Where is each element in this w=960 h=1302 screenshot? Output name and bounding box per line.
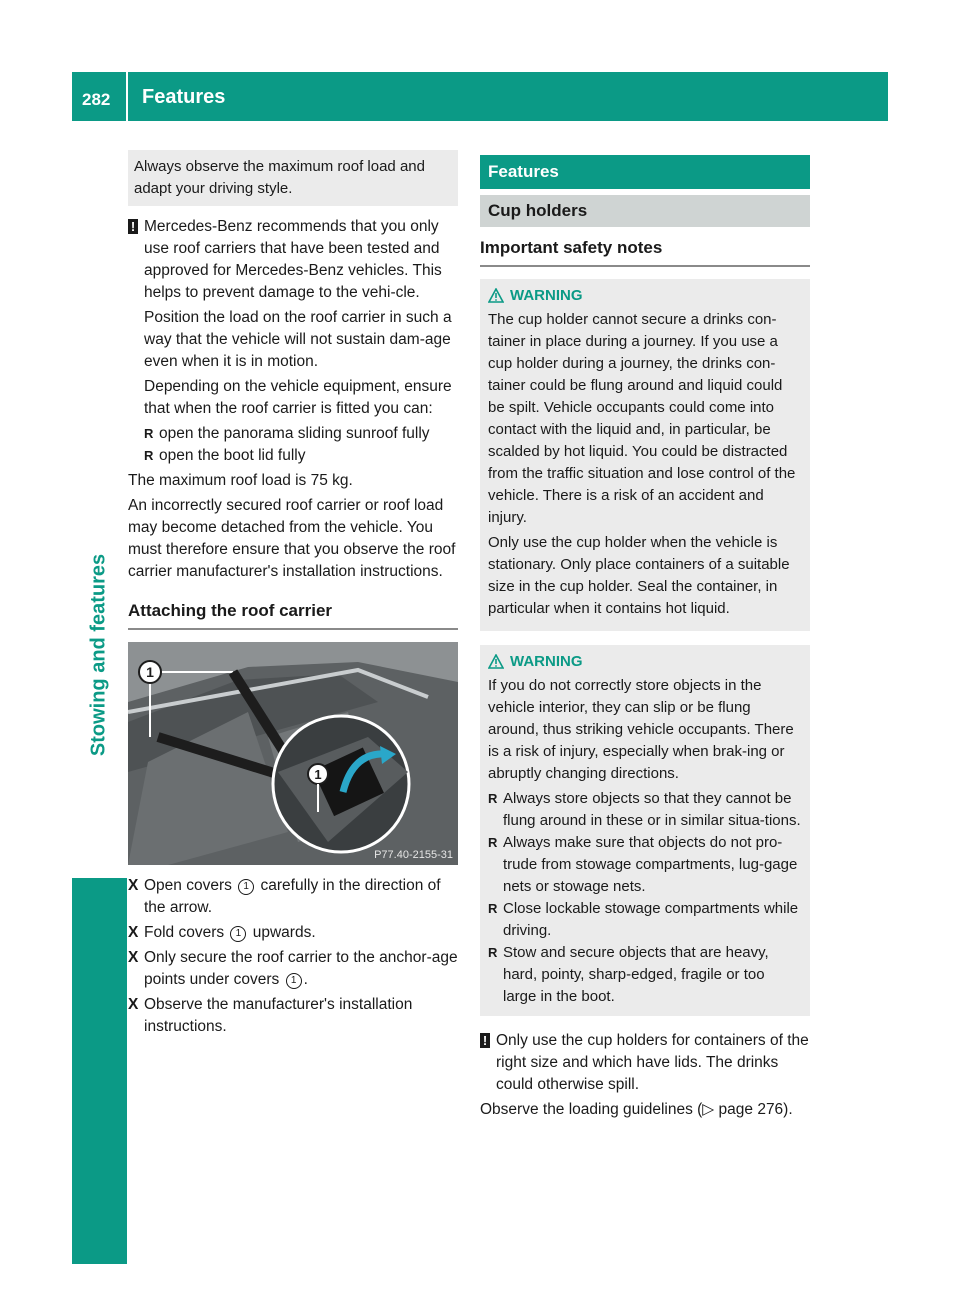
side-tab (72, 135, 127, 1255)
instruction-step: X Open covers 1 carefully in the direction of the arrow. (128, 877, 441, 916)
warning-label: WARNING (510, 287, 583, 304)
warning-text: Only use the cup holder when the vehicle is stationary. Only place containers of a suitable size in the cup holder. Seal the container, in particular when it contains hot liquid. (488, 534, 790, 617)
step-marker-icon: X (128, 877, 139, 894)
bullet-icon: R (488, 945, 498, 960)
warning-triangle-icon (488, 654, 504, 669)
callout-ref: 1 (230, 926, 246, 942)
paragraph: Observe the loading guidelines (▷ page 276). (480, 1101, 793, 1118)
note-paragraph: Only use the cup holders for containers of the right size and which have lids. The drinks could otherwise spill. (496, 1032, 809, 1093)
list-item: R open the panorama sliding sunroof fully (144, 423, 458, 445)
note-paragraph: Mercedes-Benz recommends that you only use roof carriers that have been tested and approved for Mercedes-Benz vehicles. This helps to prevent damage to the vehi-cle. (144, 218, 442, 301)
note-paragraph: Depending on the vehicle equipment, ensure that when the roof carrier is fitted you can: (144, 378, 452, 417)
note-block (480, 1030, 810, 1096)
instruction-step: X Fold covers 1 upwards. (128, 922, 458, 944)
exclamation-icon: ! (480, 1033, 490, 1048)
note-block (128, 216, 458, 467)
callout-ref: 1 (286, 973, 302, 989)
callout-label: 1 (146, 664, 154, 680)
list-item: R Always make sure that objects do not pro-trude from stowage compartments, lug-gage nets or stowage nets. (488, 834, 798, 895)
bullet-icon: R (144, 426, 154, 441)
step-marker-icon: X (128, 924, 139, 941)
warning-box (480, 279, 810, 631)
step-marker-icon: X (128, 949, 139, 966)
paragraph: An incorrectly secured roof carrier or roof load may become detached from the vehicle. You must therefore ensure that you observe the roof carrier manufacturer's installation instructions. (128, 497, 456, 580)
section-heading: Important safety notes (480, 235, 810, 267)
side-tab-label: Stowing and features (87, 553, 110, 757)
warning-text: If you do not correctly store objects in the vehicle interior, they can slip or be flung around, thus striking vehicle occupants. There is a risk of injury, especially when brak-ing or abruptly changing directions. (488, 677, 794, 782)
header-title: Features (142, 86, 226, 108)
list-item: R Close lockable stowage compartments while driving. (488, 900, 799, 939)
car-roof-illustration (128, 642, 458, 865)
bullet-icon: R (488, 835, 498, 850)
header-divider (126, 72, 128, 121)
subsection-bar: Cup holders (480, 195, 810, 227)
list-item: R Always store objects so that they cannot be flung around in these or in similar situa-tions. (488, 790, 801, 829)
note-paragraph: Position the load on the roof carrier in such a way that the vehicle will not sustain dam-age even when it is in motion. (144, 309, 452, 370)
page-number: 282 (82, 90, 111, 109)
exclamation-icon: ! (128, 219, 138, 234)
side-tab-marker (72, 878, 127, 1264)
warning-box (480, 645, 810, 1016)
paragraph: The maximum roof load is 75 kg. (128, 472, 353, 489)
info-box: Always observe the maximum roof load and adapt your driving style. (128, 150, 458, 206)
callout-label: 1 (314, 767, 322, 782)
instruction-step: X Observe the manufacturer's installation instructions. (128, 996, 413, 1035)
left-column (128, 150, 458, 1041)
list-item: R open the boot lid fully (144, 445, 458, 467)
warning-triangle-icon (488, 288, 504, 303)
bullet-icon: R (144, 448, 154, 463)
step-marker-icon: X (128, 996, 139, 1013)
warning-label: WARNING (510, 653, 583, 670)
page-header (72, 72, 888, 121)
figure-code: P77.40-2155-31 (374, 849, 453, 861)
section-bar: Features (480, 155, 810, 189)
warning-text: The cup holder cannot secure a drinks con-tainer in place during a journey. If you use a cup holder during a journey, the drinks con-tainer could be flung around and liquid could be spilt. Vehicle occupants could come into contact with the liquid and, in particular, be scalded by hot liquid. You could be distracted from the traffic situation and lose control of the vehicle. There is a risk of an accident and injury. (488, 311, 796, 526)
bullet-icon: R (488, 791, 498, 806)
bullet-icon: R (488, 901, 498, 916)
instruction-step: X Only secure the roof carrier to the anchor-age points under covers 1 . (128, 949, 458, 988)
callout-ref: 1 (238, 879, 254, 895)
section-heading: Attaching the roof carrier (128, 586, 458, 630)
roof-carrier-figure (128, 642, 458, 865)
list-item: R Stow and secure objects that are heavy, hard, pointy, sharp-edged, fragile or too large in the boot. (488, 944, 769, 1005)
right-column (480, 150, 810, 1124)
